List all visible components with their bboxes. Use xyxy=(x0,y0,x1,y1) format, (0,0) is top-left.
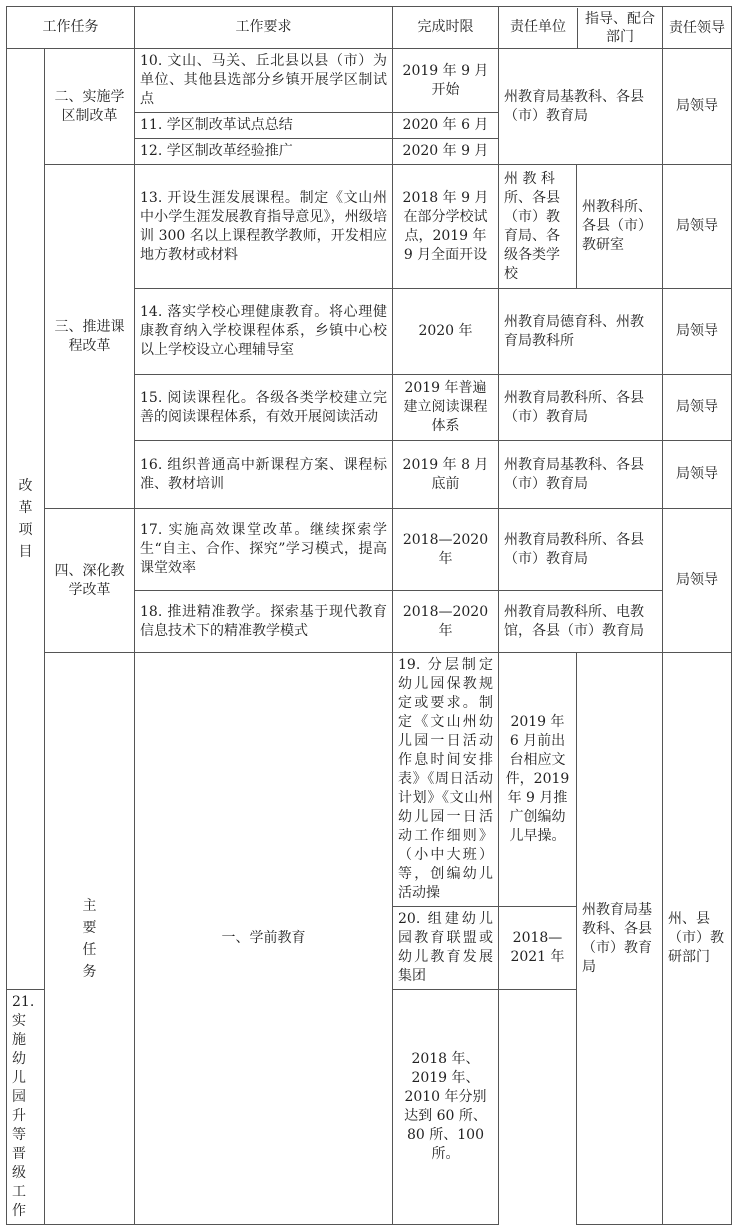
deadline-cell: 2018—2021 年 xyxy=(499,907,577,990)
requirement-cell: 14. 落实学校心理健康教育。将心理健康教育纳入学校课程体系，乡镇中心校以上学校设立心理辅导室 xyxy=(135,289,393,375)
requirement-cell: 10. 文山、马关、丘北县以县（市）为单位、其他县选部分乡镇开展学区制试点 xyxy=(135,49,393,113)
deadline-cell: 2018—2020 年 xyxy=(393,591,499,653)
unit-cell: 州教育局教科所、各县（市）教育局 xyxy=(499,375,663,441)
table-row xyxy=(7,509,732,591)
unit-cell: 州教育局基教科、各县（市）教育局 xyxy=(577,653,663,1225)
deadline-cell: 2019 年 6 月前出台相应文件，2019 年 9 月推广创编幼儿早操。 xyxy=(499,653,577,907)
requirement-cell: 13. 开设生涯发展课程。制定《文山州中小学生涯发展教育指导意见》，州级培训 300 名以上课程教学教师，开发相应地方教材或材料 xyxy=(135,165,393,289)
requirement-cell: 16. 组织普通高中新课程方案、课程标准、教材培训 xyxy=(135,441,393,509)
deadline-cell: 2020 年 6 月 xyxy=(393,113,499,139)
header-requirement: 工作要求 xyxy=(135,7,393,49)
leader-cell: 局领导 xyxy=(663,375,732,441)
header-leader: 责任领导 xyxy=(663,7,732,49)
group-school-district-reform: 二、实施学区制改革 xyxy=(45,49,135,165)
deadline-cell: 2018 年、2019 年、2010 年分别达到 60 所、80 所、100 所。 xyxy=(393,990,499,1225)
unit-cell: 州 教 科 所、各县（市）教育局、各级各类学校 xyxy=(499,165,577,289)
header-deadline: 完成时限 xyxy=(393,7,499,49)
unit-cell: 州教育局德育科、州教育局教科所 xyxy=(499,289,663,375)
leader-cell: 局领导 xyxy=(663,509,732,653)
unit-cell: 州教育局教科所、各县（市）教育局 xyxy=(499,509,663,591)
deadline-cell: 2019 年普遍建立阅读课程体系 xyxy=(393,375,499,441)
requirement-cell: 18. 推进精准教学。探索基于现代教育信息技术下的精准教学模式 xyxy=(135,591,393,653)
section-main-tasks: 主要任务 xyxy=(45,653,135,1225)
unit-cell: 州教育局基教科、各县（市）教育局 xyxy=(499,49,663,165)
deadline-cell: 2019 年 8 月底前 xyxy=(393,441,499,509)
header-unit-guidance xyxy=(499,7,663,49)
leader-cell: 局领导 xyxy=(663,49,732,165)
group-teaching-reform: 四、深化教学改革 xyxy=(45,509,135,653)
section-reform: 改革项目 xyxy=(7,49,45,990)
header-unit: 责任单位 xyxy=(510,19,566,35)
requirement-cell: 21. 实施幼儿园升等晋级工作 xyxy=(7,990,45,1225)
deadline-cell: 2019 年 9 月开始 xyxy=(393,49,499,113)
requirement-cell: 20. 组建幼儿园教育联盟或幼儿教育发展集团 xyxy=(393,907,499,990)
leader-cell: 局领导 xyxy=(663,165,732,289)
deadline-cell: 2018—2020 年 xyxy=(393,509,499,591)
requirement-cell: 11. 学区制改革试点总结 xyxy=(135,113,393,139)
table-row xyxy=(7,653,732,907)
requirement-cell: 15. 阅读课程化。各级各类学校建立完善的阅读课程体系，有效开展阅读活动 xyxy=(135,375,393,441)
table-row xyxy=(7,165,732,289)
requirement-cell: 19. 分层制定幼儿园保教规定或要求。制定《文山州幼儿园一日活动作息时间安排表》《周日活动计划》《文山州幼儿园一日活动工作细则》（小中大班）等，创编幼儿活动操 xyxy=(393,653,499,907)
guidance-cell: 州教科所、各县（市）教研室 xyxy=(577,165,663,289)
deadline-cell: 2018 年 9 月在部分学校试点，2019 年 9 月全面开设 xyxy=(393,165,499,289)
leader-cell: 局领导 xyxy=(663,289,732,375)
leader-cell: 局领导 xyxy=(663,441,732,509)
deadline-cell: 2020 年 xyxy=(393,289,499,375)
group-curriculum-reform: 三、推进课程改革 xyxy=(45,165,135,509)
group-preschool-education: 一、学前教育 xyxy=(135,653,393,1225)
deadline-cell: 2020 年 9 月 xyxy=(393,139,499,165)
table-row xyxy=(7,49,732,113)
header-row xyxy=(7,7,732,49)
requirement-cell: 17. 实施高效课堂改革。继续探索学生“自主、合作、探究”学习模式，提高课堂效率 xyxy=(135,509,393,591)
header-guidance: 指导、配合部门 xyxy=(577,8,662,48)
unit-cell: 州教育局基教科、各县（市）教育局 xyxy=(499,441,663,509)
requirement-cell: 12. 学区制改革经验推广 xyxy=(135,139,393,165)
unit-cell: 州教育局教科所、电教馆，各县（市）教育局 xyxy=(499,591,663,653)
guidance-cell: 州、县（市）教研部门 xyxy=(663,653,732,1225)
work-plan-table xyxy=(6,6,732,1225)
header-task: 工作任务 xyxy=(7,7,135,49)
